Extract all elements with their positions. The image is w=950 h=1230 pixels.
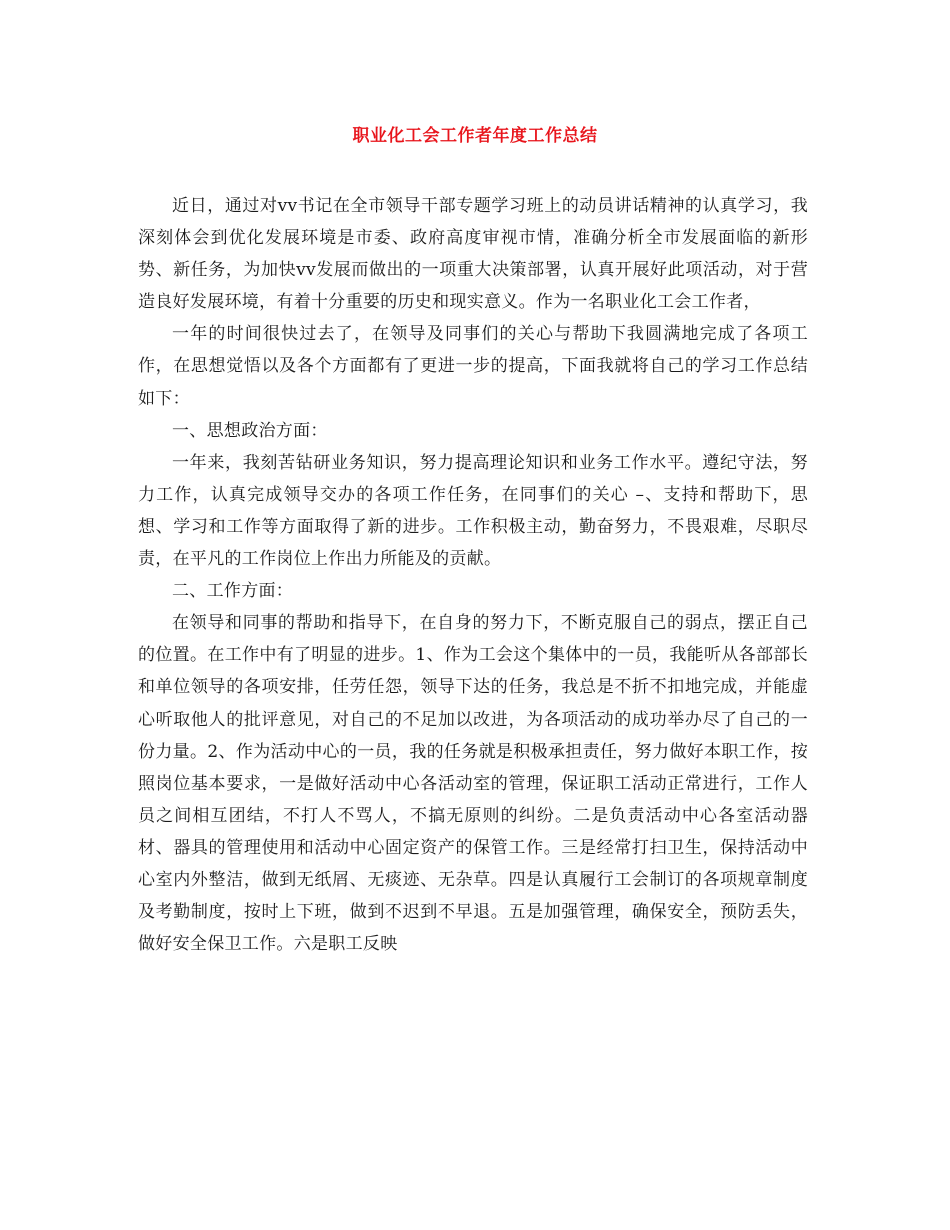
paragraph-work: 在领导和同事的帮助和指导下，在自身的努力下，不断克服自己的弱点，摆正自己的位置。在工作中有了明显的进步。1、作为工会这个集体中的一员，我能听从各部部长和单位领导的各项安排，任劳任怨，领导下达的任务，我总是不折不扣地完成，并能虚心听取他人的批评意见，对自己的不足加以改进，为各项活动的成功举办尽了自己的一份力量。2、作为活动中心的一员，我的任务就是积极承担责任，努力做好本职工作，按照岗位基本要求，一是做好活动中心各活动室的管理，保证职工活动正常进行，工作人员之间相互团结，不打人不骂人，不搞无原则的纠纷。二是负责活动中心各室活动器材、器具的管理使用和活动中心固定资产的保管工作。三是经常打扫卫生，保持活动中心室内外整洁，做到无纸屑、无痰迹、无杂草。四是认真履行工会制订的各项规章制度及考勤制度，按时上下班，做到不迟到不早退。五是加强管理，确保安全，预防丢失，做好安全保卫工作。六是职工反映 <box>138 613 808 955</box>
section-heading-political: 一、思想政治方面： <box>172 420 328 441</box>
section-heading-work: 二、工作方面： <box>172 581 294 602</box>
document-title: 职业化工会工作者年度工作总结 <box>352 126 598 146</box>
paragraph-year-summary: 一年的时间很快过去了，在领导及同事们的关心与帮助下我圆满地完成了各项工作，在思想觉悟以及各个方面都有了更进一步的提高，下面我就将自己的学习工作总结如下： <box>138 324 808 409</box>
paragraph-political: 一年来，我刻苦钻研业务知识，努力提高理论知识和业务工作水平。遵纪守法，努力工作，认真完成领导交办的各项工作任务，在同事们的关心 –、支持和帮助下，思想、学习和工作等方面取得了新的进步。工作积极主动，勤奋努力，不畏艰难，尽职尽责，在平凡的工作岗位上作出力所能及的贡献。 <box>138 452 808 570</box>
paragraph-intro: 近日，通过对vv书记在全市领导干部专题学习班上的动员讲话精神的认真学习，我深刻体会到优化发展环境是市委、政府高度审视市情，准确分析全市发展面临的新形势、新任务，为加快vv发展而做出的一项重大决策部署，认真开展好此项活动，对于营造良好发展环境，有着十分重要的历史和现实意义。作为一名职业化工会工作者， <box>138 196 808 313</box>
document-body <box>138 190 808 960</box>
